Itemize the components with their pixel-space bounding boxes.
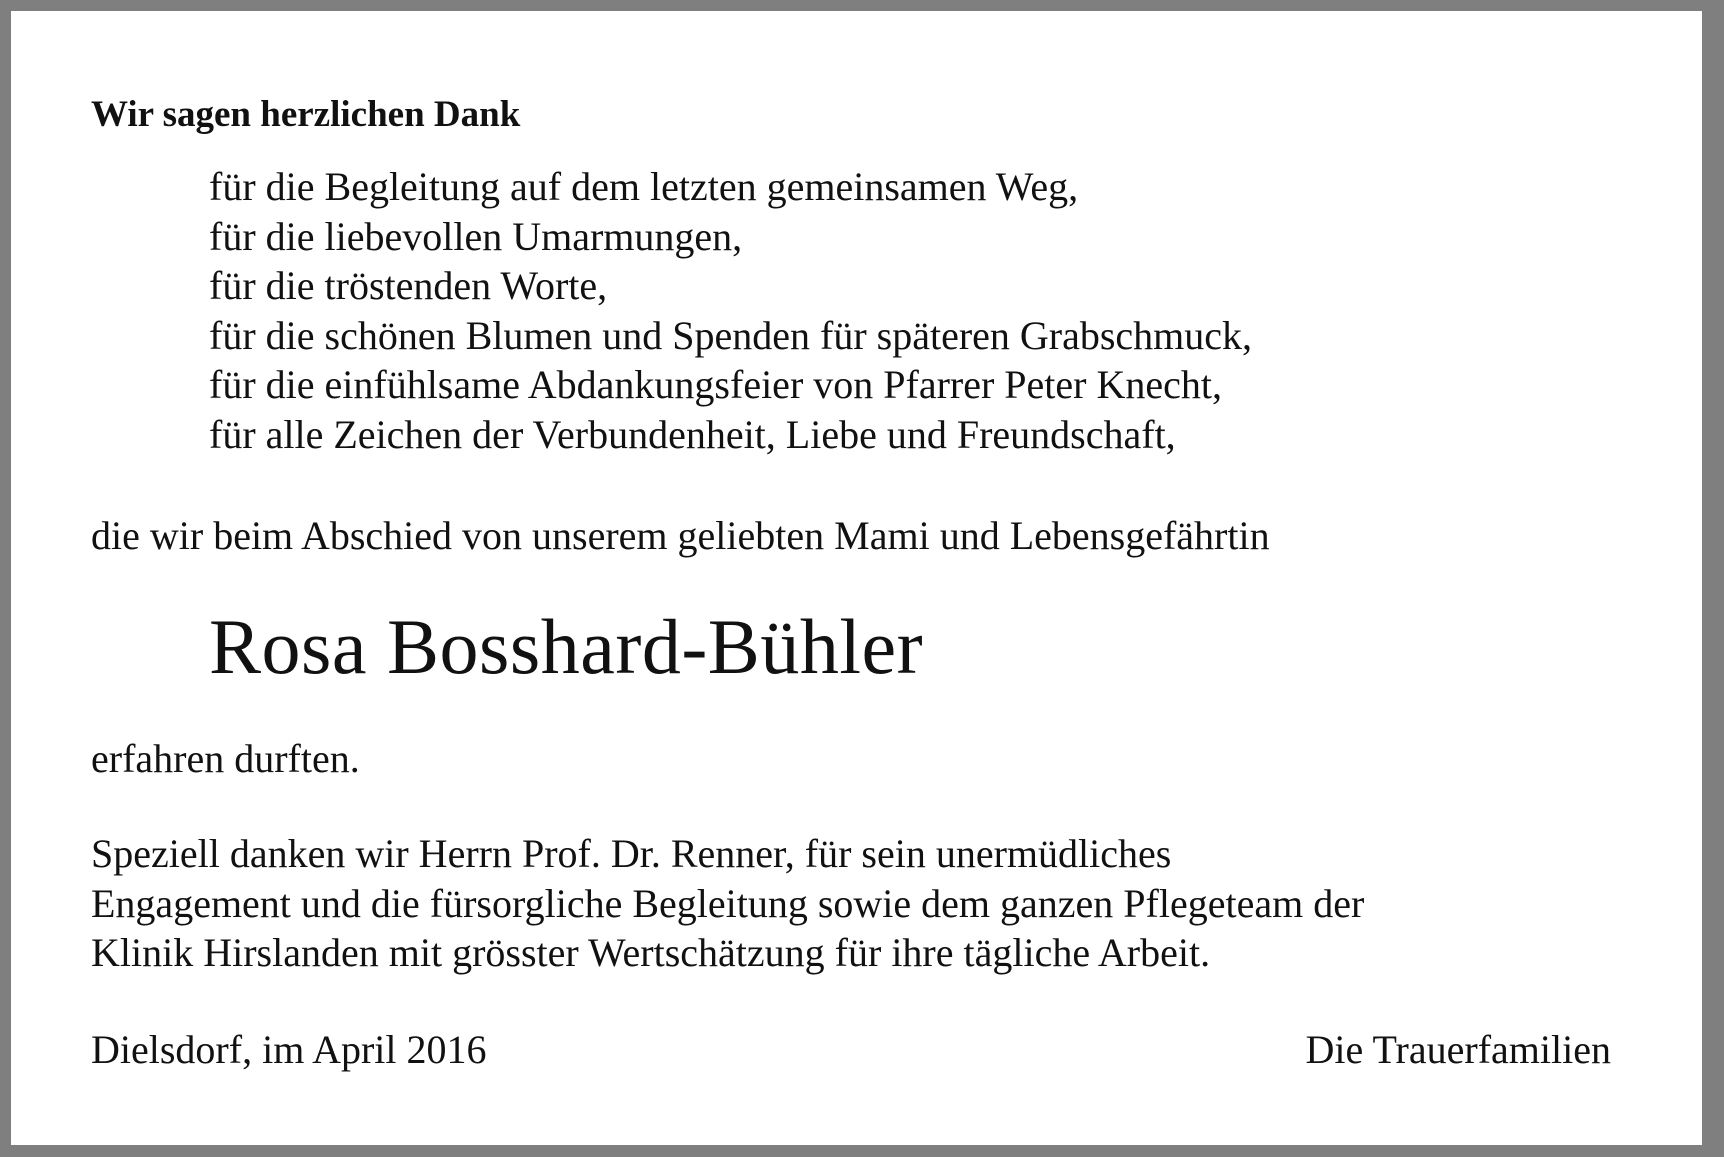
gratitude-line: für die Begleitung auf dem letzten gemeinsamen Weg, (209, 164, 1079, 209)
gratitude-line: für die tröstenden Worte, (209, 263, 608, 309)
special-thanks-line: Klinik Hirslanden mit grösster Wertschätzung für ihre tägliche Arbeit. (91, 930, 1211, 976)
intro-line: die wir beim Abschied von unserem geliebten Mami und Lebensgefährtin (91, 513, 1270, 558)
signature: Die Trauerfamilien (1305, 1027, 1611, 1072)
closing-line: erfahren durften. (91, 736, 360, 781)
gratitude-list (209, 162, 1252, 460)
gratitude-line: für alle Zeichen der Verbundenheit, Liebe und Freundschaft, (209, 411, 1176, 457)
special-thanks-line: Engagement und die fürsorgliche Begleitung sowie dem ganzen Pflegeteam der (91, 880, 1365, 926)
place-date: Dielsdorf, im April 2016 (91, 1027, 487, 1072)
gratitude-line: für die einfühlsame Abdankungsfeier von Pfarrer Peter Knecht, (209, 362, 1222, 408)
special-thanks-paragraph (91, 829, 1364, 978)
notice-heading: Wir sagen herzlichen Dank (91, 94, 521, 135)
special-thanks-line: Speziell danken wir Herrn Prof. Dr. Renner, für sein unermüdliches (91, 831, 1172, 876)
gratitude-line: für die schönen Blumen und Spenden für späteren Grabschmuck, (209, 312, 1253, 358)
gratitude-line: für die liebevollen Umarmungen, (209, 213, 743, 259)
deceased-name: Rosa Bosshard-Bühler (209, 603, 924, 690)
notice-card (11, 11, 1702, 1145)
